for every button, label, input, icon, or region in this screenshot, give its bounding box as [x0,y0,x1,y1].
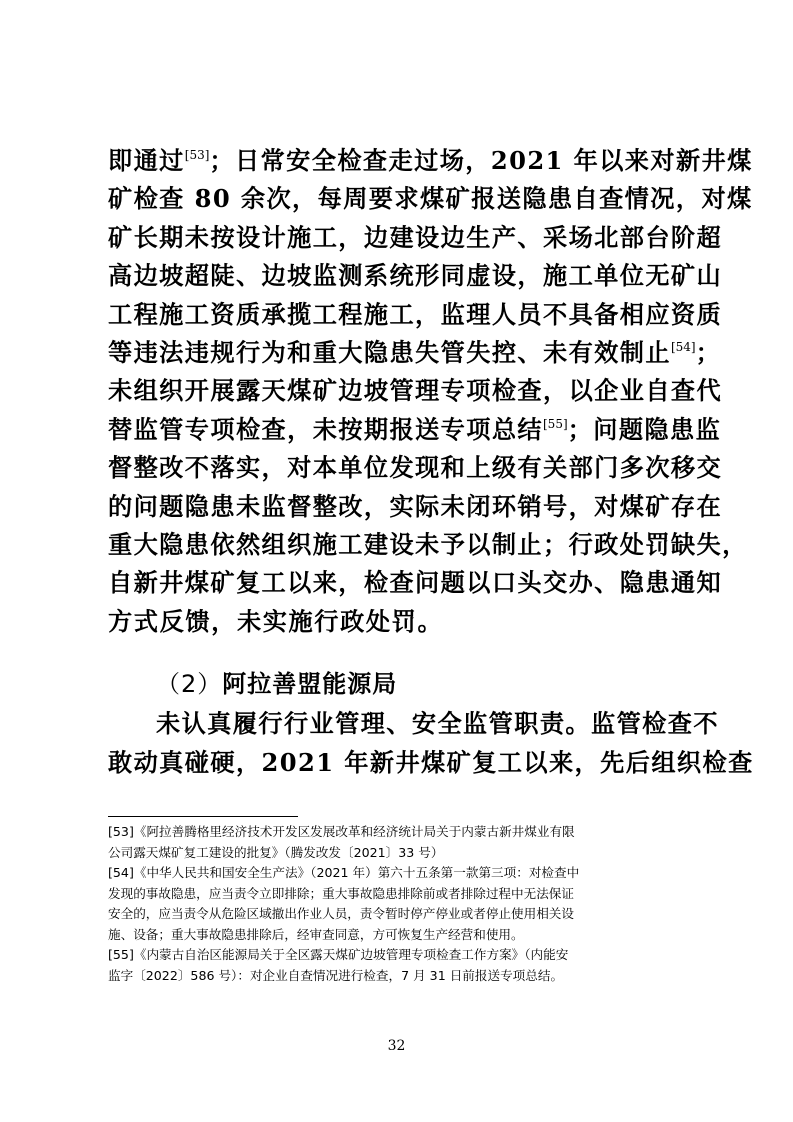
footnote-line: 施、设备；重大事故隐患排除后，经审查同意，方可恢复生产经营和使用。 [108,926,524,942]
text-line: 敢动真碰硬，2021 年新井煤矿复工以来，先后组织检查 [108,748,754,777]
footnote-line: 安全的，应当责令从危险区域撤出作业人员，责令暂时停产停业或者停止使用相关设 [108,906,574,921]
text-line: 督整改不落实，对本单位发现和上级有关部门多次移交 [108,453,723,483]
text-line: 高边坡超陡、边坡监测系统形同虚设，施工单位无矿山 [108,261,723,291]
body-paragraph-2 [108,704,754,782]
footnote-line: 监字〔2022〕586 号）：对企业自查情况进行检查，7 月 31 日前报送专项总结。 [108,967,564,983]
text-line: 矿长期未按设计施工，边建设边生产、采场北部台阶超 [108,222,723,252]
footnotes [108,822,698,986]
footnote-line: [55]《内蒙古自治区能源局关于全区露天煤矿边坡管理专项检查工作方案》（内能安 [108,947,569,962]
footnote-ref[interactable]: [54] [670,339,696,354]
footnote-separator [108,816,298,817]
footnote-ref[interactable]: [53] [184,148,210,162]
text-line: 未认真履行行业管理、安全监管职责。监管检查不 [156,709,719,738]
footnote-line: 公司露天煤矿复工建设的批复》（腾发改发〔2021〕33 号） [108,844,444,860]
footnote-line: 发现的事故隐患，应当责令立即排除；重大事故隐患排除前或者排除过程中无法保证 [108,885,574,901]
text-line: 方式反馈，未实施行政处罚。 [108,606,444,636]
text-line: 矿检查 80 余次，每周要求煤矿报送隐患自查情况，对煤 [108,184,753,214]
footnote-ref[interactable]: [55] [543,416,568,431]
text-line: 重大隐患依然组织施工建设未予以制止；行政处罚缺失， [108,529,748,559]
section-title: 阿拉善盟能源局 [222,669,398,698]
section-heading [156,664,397,704]
page-number: 32 [387,1038,406,1054]
body-paragraph-1 [108,142,753,641]
text-line: 自新井煤矿复工以来，检查问题以口头交办、隐患通知 [108,568,723,598]
footnote-line: [54]《中华人民共和国安全生产法》（2021 年）第六十五条第一款第三项：对检查中 [108,865,580,880]
text-line: 工程施工资质承揽工程施工，监理人员不具备相应资质 [108,299,723,329]
section-number: （2） [156,670,223,698]
text-line: 替监管专项检查，未按期报送专项总结[55]；问题隐患监 [108,414,722,444]
text-line: 未组织开展露天煤矿边坡管理专项检查，以企业自查代 [108,376,723,406]
footnote-line: [53]《阿拉善腾格里经济技术开发区发展改革和经济统计局关于内蒙古新井煤业有限 [108,824,575,839]
text-line: 的问题隐患未监督整改，实际未闭环销号，对煤矿存在 [108,491,723,521]
text-line: 等违法违规行为和重大隐患失管失控、未有效制止[54]； [108,337,722,367]
text-line: 即通过[53]；日常安全检查走过场，2021 年以来对新井煤 [108,146,753,175]
